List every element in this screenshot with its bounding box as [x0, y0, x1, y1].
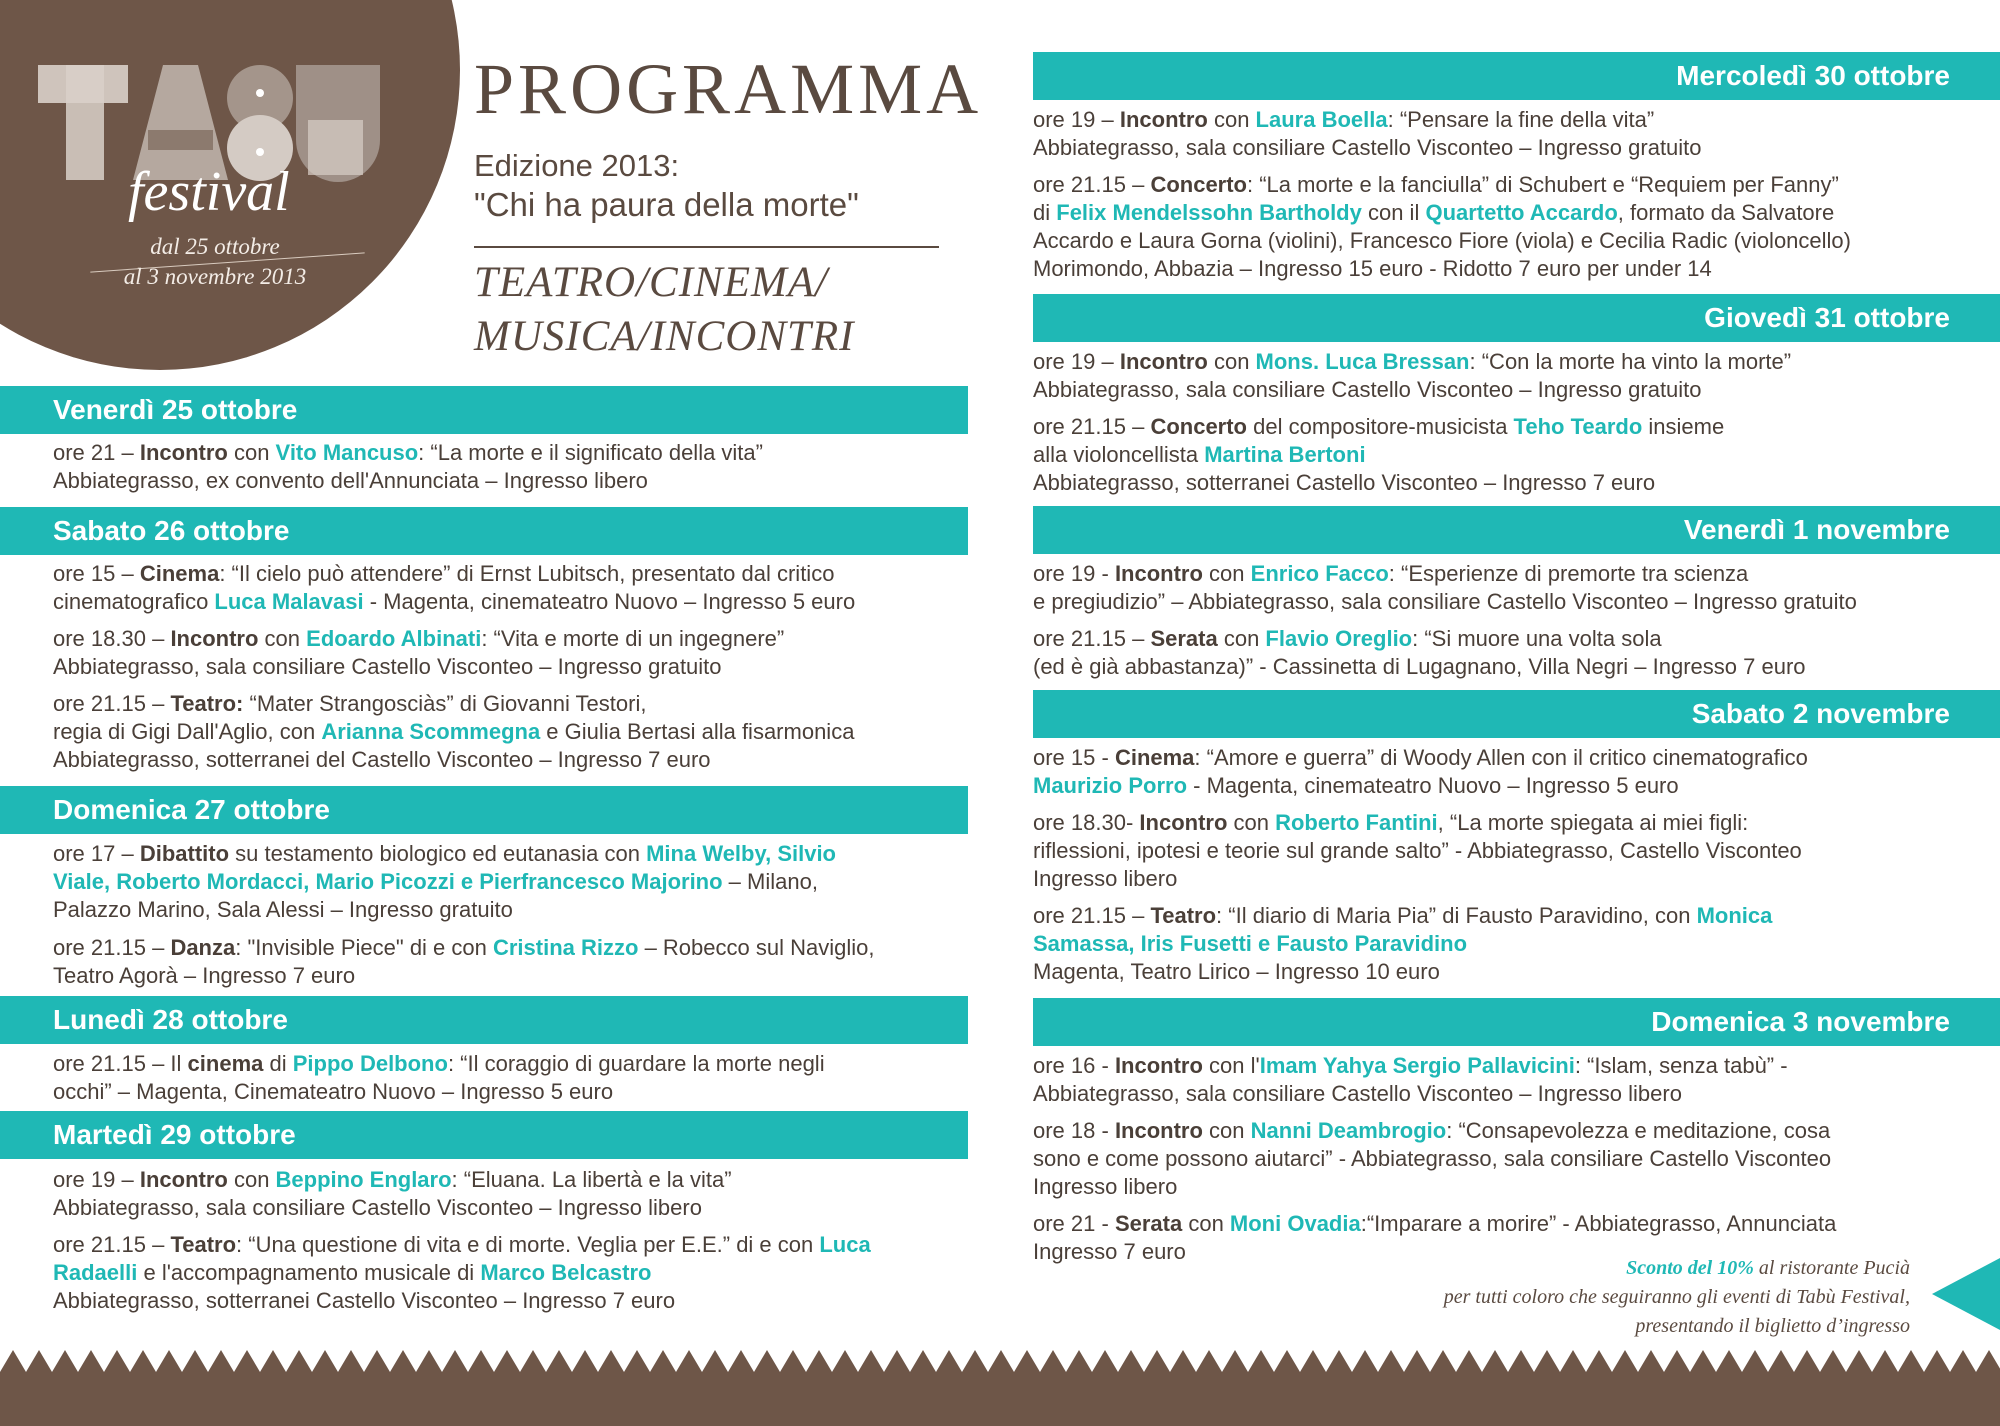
- day-header: Venerdì 1 novembre: [1033, 506, 2000, 554]
- day-header: Sabato 2 novembre: [1033, 690, 2000, 738]
- event-item: ore 21.15 – Teatro: “Una questione di vita e di morte. Veglia per E.E.” di e con Luca Radaelli e l'accompagnamento musicale di Marco Belcastro Abbiategrasso, sotterranei Castello Visconteo – Ingresso 7 euro: [53, 1232, 871, 1313]
- event-item: ore 19 - Incontro con Enrico Facco: “Esperienze di premorte tra scienza e pregiudizio” – Abbiategrasso, sala consiliare Castello Visconteo – Ingresso gratuito: [1033, 561, 1857, 614]
- day-header: Domenica 3 novembre: [1033, 998, 2000, 1046]
- event-item: ore 19 – Incontro con Beppino Englaro: “Eluana. La libertà e la vita” Abbiategrasso, sala consiliare Castello Visconteo – Ingresso libero: [53, 1167, 732, 1220]
- dates-line1: dal 25 ottobre: [150, 234, 280, 259]
- categories-line2: MUSICA/INCONTRI: [474, 313, 855, 360]
- festival-word: festival: [128, 161, 290, 223]
- event-item: ore 15 – Cinema: “Il cielo può attendere” di Ernst Lubitsch, presentato dal critico cinematografico Luca Malavasi - Magenta, cinemateatro Nuovo – Ingresso 5 euro: [53, 561, 856, 614]
- event-item: ore 21.15 – Concerto: “La morte e la fanciulla” di Schubert e “Requiem per Fanny” di Felix Mendelssohn Bartholdy con il Quartetto Accardo, formato da Salvatore Accardo e Laura Gorna (violini), Francesco Fiore (viola) e Cecilia Radic (violoncello) Morimondo, Abbazia – Ingresso 15 euro - Ridotto 7 euro per under 14: [1033, 172, 1851, 281]
- day-header: Mercoledì 30 ottobre: [1033, 52, 2000, 100]
- event-item: ore 21 – Incontro con Vito Mancuso: “La morte e il significato della vita” Abbiategrasso, ex convento dell'Annunciata – Ingresso libero: [53, 440, 763, 493]
- day-header: Sabato 26 ottobre: [0, 507, 968, 555]
- event-item: ore 21.15 – Teatro: “Il diario di Maria Pia” di Fausto Paravidino, con Monica Samassa, Iris Fusetti e Fausto Paravidino Magenta, Teatro Lirico – Ingresso 10 euro: [1033, 903, 1773, 984]
- promo-note: Sconto del 10% al ristorante Pucià per tutti coloro che seguiranno gli eventi di Tabù Festival, presentando il biglietto d’ingresso: [1443, 1257, 1910, 1337]
- day-header: Domenica 27 ottobre: [0, 786, 968, 834]
- event-item: ore 21 - Serata con Moni Ovadia:“Imparare a morire” - Abbiategrasso, Annunciata Ingresso 7 euro: [1033, 1211, 1837, 1264]
- zigzag-border: [0, 1350, 2000, 1426]
- day-header: Lunedì 28 ottobre: [0, 996, 968, 1044]
- event-item: ore 21.15 – Serata con Flavio Oreglio: “Si muore una volta sola (ed è già abbastanza)” - Cassinetta di Lugagnano, Villa Negri – Ingresso 7 euro: [1033, 626, 1806, 679]
- dates-line2: al 3 novembre 2013: [123, 264, 307, 289]
- event-item: ore 19 – Incontro con Laura Boella: “Pensare la fine della vita” Abbiategrasso, sala consiliare Castello Visconteo – Ingresso gratuito: [1033, 107, 1702, 160]
- event-item: ore 18 - Incontro con Nanni Deambrogio: “Consapevolezza e meditazione, cosa sono e come possono aiutarci” - Abbiategrasso, sala consiliare Castello Visconteo Ingresso libero: [1033, 1118, 1832, 1199]
- page-title: PROGRAMMA: [474, 49, 983, 129]
- event-item: ore 21.15 – Danza: "Invisible Piece" di e con Cristina Rizzo – Robecco sul Naviglio, Teatro Agorà – Ingresso 7 euro: [53, 935, 875, 988]
- festival-dates: [100, 232, 330, 292]
- edition-title: "Chi ha paura della morte": [474, 186, 859, 223]
- event-item: ore 15 - Cinema: “Amore e guerra” di Woody Allen con il critico cinematografico Maurizio Porro - Magenta, cinemateatro Nuovo – Ingresso 5 euro: [1033, 745, 1808, 798]
- event-item: ore 18.30 – Incontro con Edoardo Albinati: “Vita e morte di un ingegnere” Abbiategrasso, sala consiliare Castello Visconteo – Ingresso gratuito: [53, 626, 785, 679]
- event-item: ore 21.15 – Il cinema di Pippo Delbono: “Il coraggio di guardare la morte negli occhi” – Magenta, Cinemateatro Nuovo – Ingresso 5 euro: [53, 1051, 825, 1104]
- edition-label: Edizione 2013:: [474, 148, 680, 183]
- event-item: ore 17 – Dibattito su testamento biologico ed eutanasia con Mina Welby, Silvio Viale, Roberto Mordacci, Mario Picozzi e Pierfrancesco Majorino – Milano, Palazzo Marino, Sala Alessi – Ingresso gratuito: [53, 841, 836, 922]
- day-header: Venerdì 25 ottobre: [0, 386, 968, 434]
- event-item: ore 21.15 – Teatro: “Mater Strangosciàs” di Giovanni Testori, regia di Gigi Dall'Aglio, con Arianna Scommegna e Giulia Bertasi alla fisarmonica Abbiategrasso, sotterranei del Castello Visconteo – Ingresso 7 euro: [53, 691, 855, 772]
- day-header: Giovedì 31 ottobre: [1033, 294, 2000, 342]
- arrow-icon: [1932, 1258, 2000, 1330]
- header-rule: [474, 246, 939, 248]
- event-item: ore 21.15 – Concerto del compositore-musicista Teho Teardo insieme alla violoncellista Martina Bertoni Abbiategrasso, sotterranei Castello Visconteo – Ingresso 7 euro: [1033, 414, 1725, 495]
- categories-line1: TEATRO/CINEMA/: [474, 259, 829, 306]
- promo-highlight: Sconto del 10%: [1626, 1257, 1754, 1279]
- event-item: ore 16 - Incontro con l'Imam Yahya Sergio Pallavicini: “Islam, senza tabù” - Abbiategrasso, sala consiliare Castello Visconteo – Ingresso libero: [1033, 1053, 1788, 1106]
- event-item: ore 18.30- Incontro con Roberto Fantini, “La morte spiegata ai miei figli: riflessioni, ipotesi e teorie sul grande salto” - Abbiategrasso, Castello Visconteo Ingresso libero: [1033, 810, 1802, 891]
- day-header: Martedì 29 ottobre: [0, 1111, 968, 1159]
- event-item: ore 19 – Incontro con Mons. Luca Bressan: “Con la morte ha vinto la morte” Abbiategrasso, sala consiliare Castello Visconteo – Ingresso gratuito: [1033, 349, 1792, 402]
